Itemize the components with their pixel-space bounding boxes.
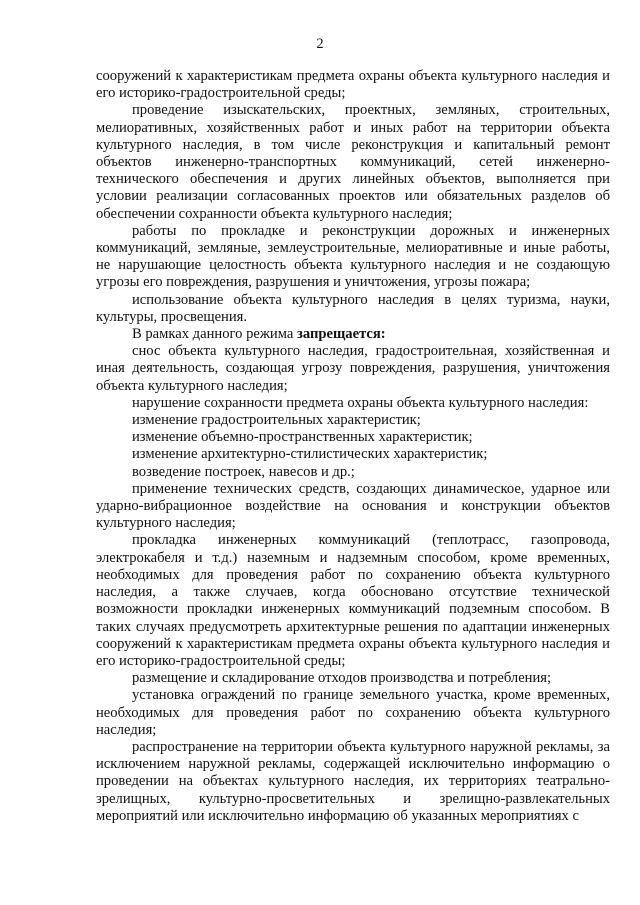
paragraph: установка ограждений по границе земельного участка, кроме временных, необходимых для проведения работ по сохранению объекта культурного наследия;	[96, 687, 610, 738]
paragraph: работы по прокладке и реконструкции дорожных и инженерных коммуникаций, земляные, землеустроительные, мелиоративные и иные работы, не нарушающие целостность объекта культурного наследия и не создающую угрозы его повреждения, разрушения и уничтожения, угрозы пожара;	[96, 222, 610, 291]
paragraph: сооружений к характеристикам предмета охраны объекта культурного наследия и его историко-градостроительной среды;	[96, 68, 610, 102]
paragraph: нарушение сохранности предмета охраны объекта культурного наследия:	[132, 394, 589, 411]
paragraph: применение технических средств, создающих динамическое, ударное или ударно-вибрационное воздействие на основания и конструкции объектов культурного наследия;	[96, 480, 610, 532]
regime-verb: запрещается:	[297, 326, 386, 343]
paragraph: изменение объемно-пространственных характеристик;	[132, 429, 473, 446]
paragraph: возведение построек, навесов и др.;	[132, 463, 355, 480]
regime-heading	[96, 326, 610, 343]
paragraph: изменение архитектурно-стилистических характеристик;	[132, 446, 488, 463]
regime-intro: В рамках данного режима	[132, 326, 294, 343]
paragraph: размещение и складирование отходов производства и потребления;	[132, 670, 552, 687]
paragraph: проведение изыскательских, проектных, земляных, строительных, мелиоративных, хозяйственных работ и иных работ на территории объекта культурного наследия, в том числе реконструкция и капитальный ремонт объектов инженерно-транспортных коммуникаций, сетей инженерно-технического обеспечения и других линейных объектов, выполняется при условии реализации согласованных проектов или обязательных разделов об обеспечении сохранности объекта культурного наследия;	[96, 102, 610, 222]
paragraph: распространение на территории объекта культурного наружной рекламы, за исключением наружной рекламы, содержащей исключительно информацию о проведении на объектах культурного наследия, их территориях театрально-зрелищных, культурно-просветительных и зрелищно-развлекательных мероприятий или исключительно информацию об указанных мероприятиях с	[96, 738, 610, 824]
document-body	[96, 68, 610, 825]
paragraph: изменение градостроительных характеристик;	[132, 412, 421, 429]
paragraph: прокладка инженерных коммуникаций (теплотрасс, газопровода, электрокабеля и т.д.) наземным и надземным способом, кроме временных, необходимых для проведения работ по сохранению объекта культурного наследия, а также случаев, когда обосновано отсутствие технической возможности прокладки инженерных коммуникаций подземным способом. В таких случаях предусмотреть архитектурные решения по адаптации инженерных сооружений к характеристикам предмета охраны объекта культурного наследия и его историко-градостроительной среды;	[96, 532, 610, 669]
page-number: 2	[316, 36, 324, 52]
paragraph: снос объекта культурного наследия, градостроительная, хозяйственная и иная деятельность, создающая угрозу повреждения, разрушения, уничтожения объекта культурного наследия;	[96, 343, 610, 394]
paragraph: использование объекта культурного наследия в целях туризма, науки, культуры, просвещения.	[96, 291, 610, 325]
